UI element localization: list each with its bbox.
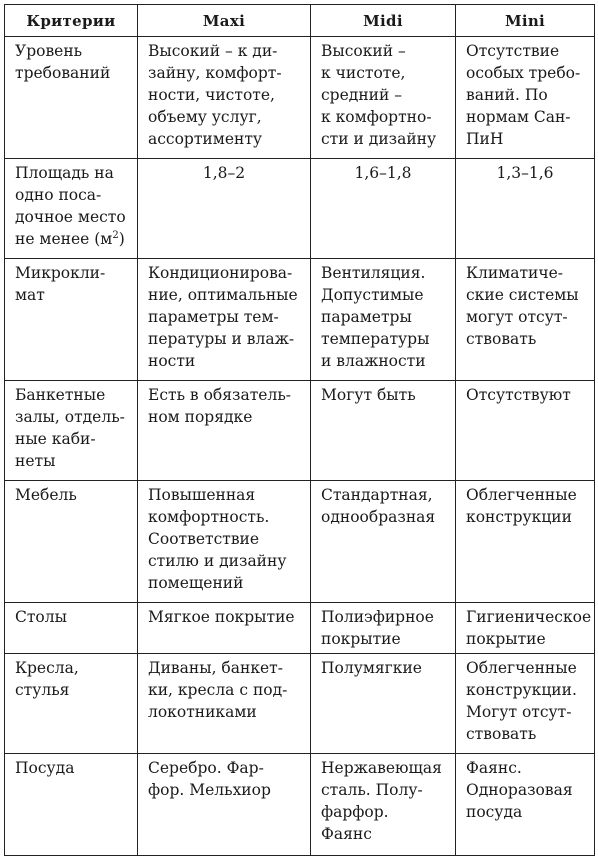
header-criteria: Критерии — [5, 5, 138, 37]
criterion-cell: Кресла, стулья — [5, 654, 138, 754]
criterion-cell: Мебель — [5, 481, 138, 603]
maxi-cell: 1,8–2 — [138, 159, 311, 259]
criterion-tail: ) — [118, 230, 125, 248]
criterion-text: Площадь на одно поса- дочное место не менее (м — [15, 164, 126, 248]
header-row — [5, 5, 595, 37]
maxi-cell: Повышенная комфортность. Соответствие стилю и дизайну помещений — [138, 481, 311, 603]
criterion-cell: Столы — [5, 603, 138, 654]
criterion-cell — [5, 159, 138, 259]
midi-cell: Нержавеющая сталь. Полу- фарфор. Фаянс — [311, 754, 456, 856]
midi-cell: Стандартная, однообразная — [311, 481, 456, 603]
mini-cell: Облегченные конструкции. Могут отсут- ствовать — [456, 654, 595, 754]
mini-cell: Облегченные конструкции — [456, 481, 595, 603]
midi-cell: Вентиляция. Допустимые параметры температуры и влажности — [311, 259, 456, 381]
table-row — [5, 159, 595, 259]
midi-cell: Полумягкие — [311, 654, 456, 754]
header-midi: Midi — [311, 5, 456, 37]
comparison-table — [4, 4, 595, 856]
table-row — [5, 259, 595, 381]
criterion-cell: Микрокли- мат — [5, 259, 138, 381]
table-row — [5, 37, 595, 159]
midi-cell: Могут быть — [311, 381, 456, 481]
table-row — [5, 481, 595, 603]
mini-cell: Фаянс. Одноразовая посуда — [456, 754, 595, 856]
maxi-cell: Высокий – к ди- зайну, комфорт- ности, чистоте, объему услуг, ассортименту — [138, 37, 311, 159]
midi-cell: Высокий – к чистоте, средний – к комфортно- сти и дизайну — [311, 37, 456, 159]
midi-cell: Полиэфирное покрытие — [311, 603, 456, 654]
table-header — [5, 5, 595, 37]
header-mini: Mini — [456, 5, 595, 37]
maxi-cell: Диваны, банкет- ки, кресла с под- локотниками — [138, 654, 311, 754]
mini-cell: 1,3–1,6 — [456, 159, 595, 259]
mini-cell: Отсутствие особых требо- ваний. По нормам Сан- ПиН — [456, 37, 595, 159]
table-body — [5, 37, 595, 856]
maxi-cell: Кондиционирова- ние, оптимальные параметры тем- пературы и влаж- ности — [138, 259, 311, 381]
mini-cell: Гигиеническое покрытие — [456, 603, 595, 654]
criterion-cell: Банкетные залы, отдель- ные каби- неты — [5, 381, 138, 481]
mini-cell: Отсутствуют — [456, 381, 595, 481]
header-maxi: Maxi — [138, 5, 311, 37]
table-row — [5, 754, 595, 856]
unit-superscript: 2 — [112, 229, 119, 241]
table-row — [5, 381, 595, 481]
mini-cell: Климатиче- ские системы могут отсут- ствовать — [456, 259, 595, 381]
criterion-cell: Посуда — [5, 754, 138, 856]
criterion-cell: Уровень требований — [5, 37, 138, 159]
maxi-cell: Есть в обязатель- ном порядке — [138, 381, 311, 481]
maxi-cell: Серебро. Фар- фор. Мельхиор — [138, 754, 311, 856]
table-row — [5, 654, 595, 754]
table-row — [5, 603, 595, 654]
maxi-cell: Мягкое покрытие — [138, 603, 311, 654]
midi-cell: 1,6–1,8 — [311, 159, 456, 259]
